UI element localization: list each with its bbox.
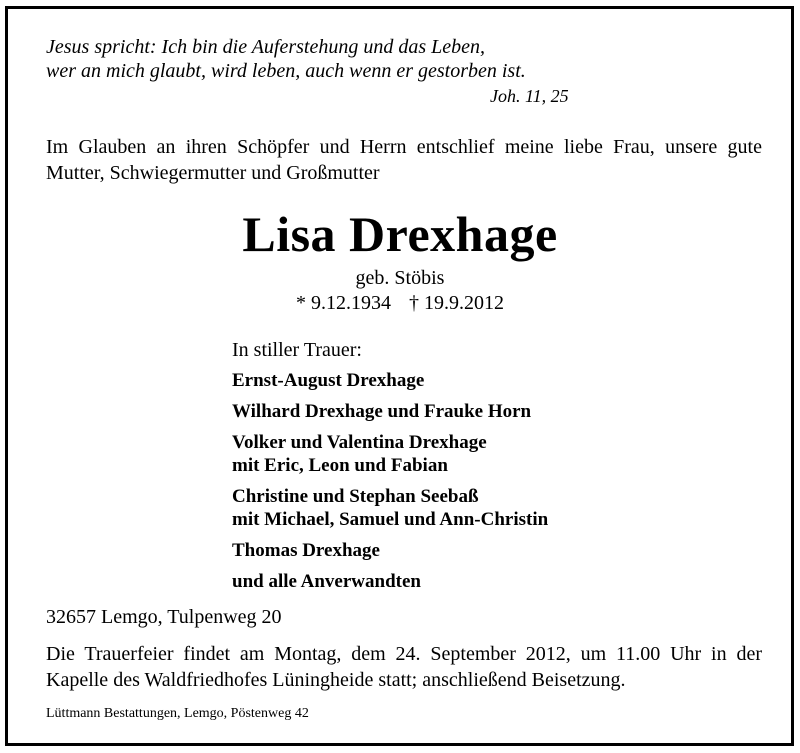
mourner-line: Ernst-August Drexhage bbox=[232, 370, 425, 391]
mourner-subline: mit Eric, Leon und Fabian bbox=[232, 455, 448, 476]
mourner-entry bbox=[232, 400, 548, 423]
undertaker-info: Lüttmann Bestattungen, Lemgo, Pöstenweg 42 bbox=[46, 706, 309, 721]
mourner-subline: mit Michael, Samuel und Ann-Christin bbox=[232, 509, 549, 530]
mourner-line: Wilhard Drexhage und Frauke Horn bbox=[232, 401, 532, 422]
mourner-entry bbox=[232, 431, 548, 477]
family-address: 32657 Lemgo, Tulpenweg 20 bbox=[46, 606, 282, 628]
intro-text: Im Glauben an ihren Schöpfer und Herrn entschlief meine liebe Frau, unsere gute Mutter, Schwiegermutter und Großmutter bbox=[46, 136, 762, 184]
mourner-line: und alle Anverwandten bbox=[232, 571, 421, 592]
verse-line-2: wer an mich glaubt, wird leben, auch wenn er gestorben ist. bbox=[46, 60, 526, 82]
mourner-entry bbox=[232, 539, 548, 562]
mourner-entry bbox=[232, 570, 548, 593]
maiden-name: geb. Stöbis bbox=[355, 267, 445, 289]
bible-verse bbox=[46, 35, 526, 83]
life-dates bbox=[0, 292, 800, 315]
funeral-service-info: Die Trauerfeier findet am Montag, dem 24. September 2012, um 11.00 Uhr in der Kapelle des Waldfriedhofes Lüningheide statt; anschließend Beisetzung. bbox=[46, 643, 762, 691]
mourner-line: Volker und Valentina Drexhage bbox=[232, 432, 487, 453]
mourner-line: Christine und Stephan Seebaß bbox=[232, 486, 479, 507]
mourning-label: In stiller Trauer: bbox=[232, 339, 362, 361]
birth-date: * 9.12.1934 bbox=[296, 292, 391, 314]
mourners-list bbox=[232, 369, 548, 601]
mourner-entry bbox=[232, 485, 548, 531]
mourner-line: Thomas Drexhage bbox=[232, 540, 380, 561]
verse-line-1: Jesus spricht: Ich bin die Auferstehung und das Leben, bbox=[46, 36, 486, 58]
death-date: † 19.9.2012 bbox=[409, 292, 504, 314]
mourner-entry bbox=[232, 369, 548, 392]
deceased-name: Lisa Drexhage bbox=[242, 206, 558, 262]
verse-reference: Joh. 11, 25 bbox=[490, 86, 569, 106]
